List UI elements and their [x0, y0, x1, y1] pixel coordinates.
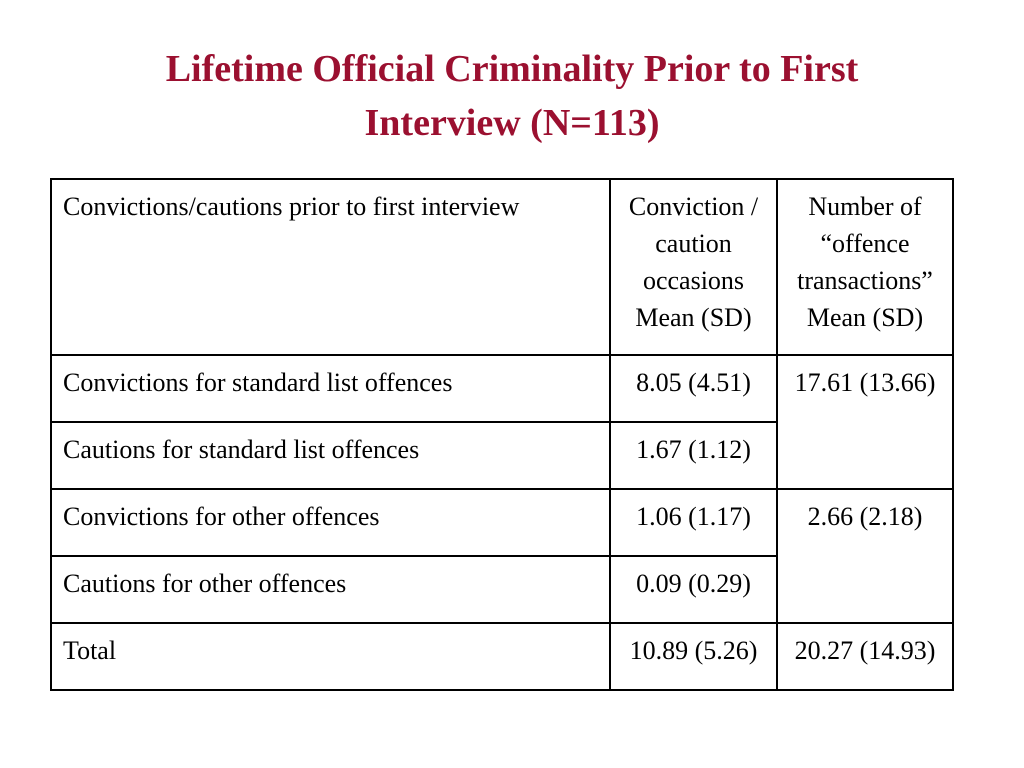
table-row [51, 489, 953, 556]
row-label: Total [51, 623, 610, 690]
row-occasions-value: 0.09 (0.29) [610, 556, 777, 623]
row-occasions-value: 1.06 (1.17) [610, 489, 777, 556]
header-transactions-line: Number of [808, 192, 922, 221]
header-cell-transactions [777, 179, 953, 355]
table-row [51, 355, 953, 422]
header-transactions-line: “offence [820, 229, 910, 258]
transactions-other-value: 2.66 (2.18) [777, 489, 953, 623]
header-occasions-line: occasions [642, 266, 745, 295]
table-row-total [51, 623, 953, 690]
slide-title [60, 42, 964, 150]
header-occasions-line: caution [655, 229, 732, 258]
transactions-total-value: 20.27 (14.93) [777, 623, 953, 690]
row-label: Cautions for other offences [51, 556, 610, 623]
row-label: Convictions for standard list offences [51, 355, 610, 422]
criminality-table [50, 178, 954, 691]
table-header-row [51, 179, 953, 355]
title-line-1: Lifetime Official Criminality Prior to First [165, 48, 859, 90]
header-occasions-line: Mean (SD) [635, 303, 752, 332]
header-occasions-line: Conviction / [628, 192, 759, 221]
title-line-2: Interview (N=113) [364, 102, 660, 144]
header-transactions-line: transactions” [797, 266, 933, 295]
transactions-standard-list-value: 17.61 (13.66) [777, 355, 953, 489]
row-label: Convictions for other offences [51, 489, 610, 556]
header-cell-label [51, 179, 610, 355]
header-cell-occasions [610, 179, 777, 355]
row-occasions-value: 10.89 (5.26) [610, 623, 777, 690]
row-occasions-value: 8.05 (4.51) [610, 355, 777, 422]
header-label-text: Convictions/cautions prior to first interview [63, 192, 520, 221]
row-label: Cautions for standard list offences [51, 422, 610, 489]
header-transactions-line: Mean (SD) [806, 303, 924, 332]
row-occasions-value: 1.67 (1.12) [610, 422, 777, 489]
